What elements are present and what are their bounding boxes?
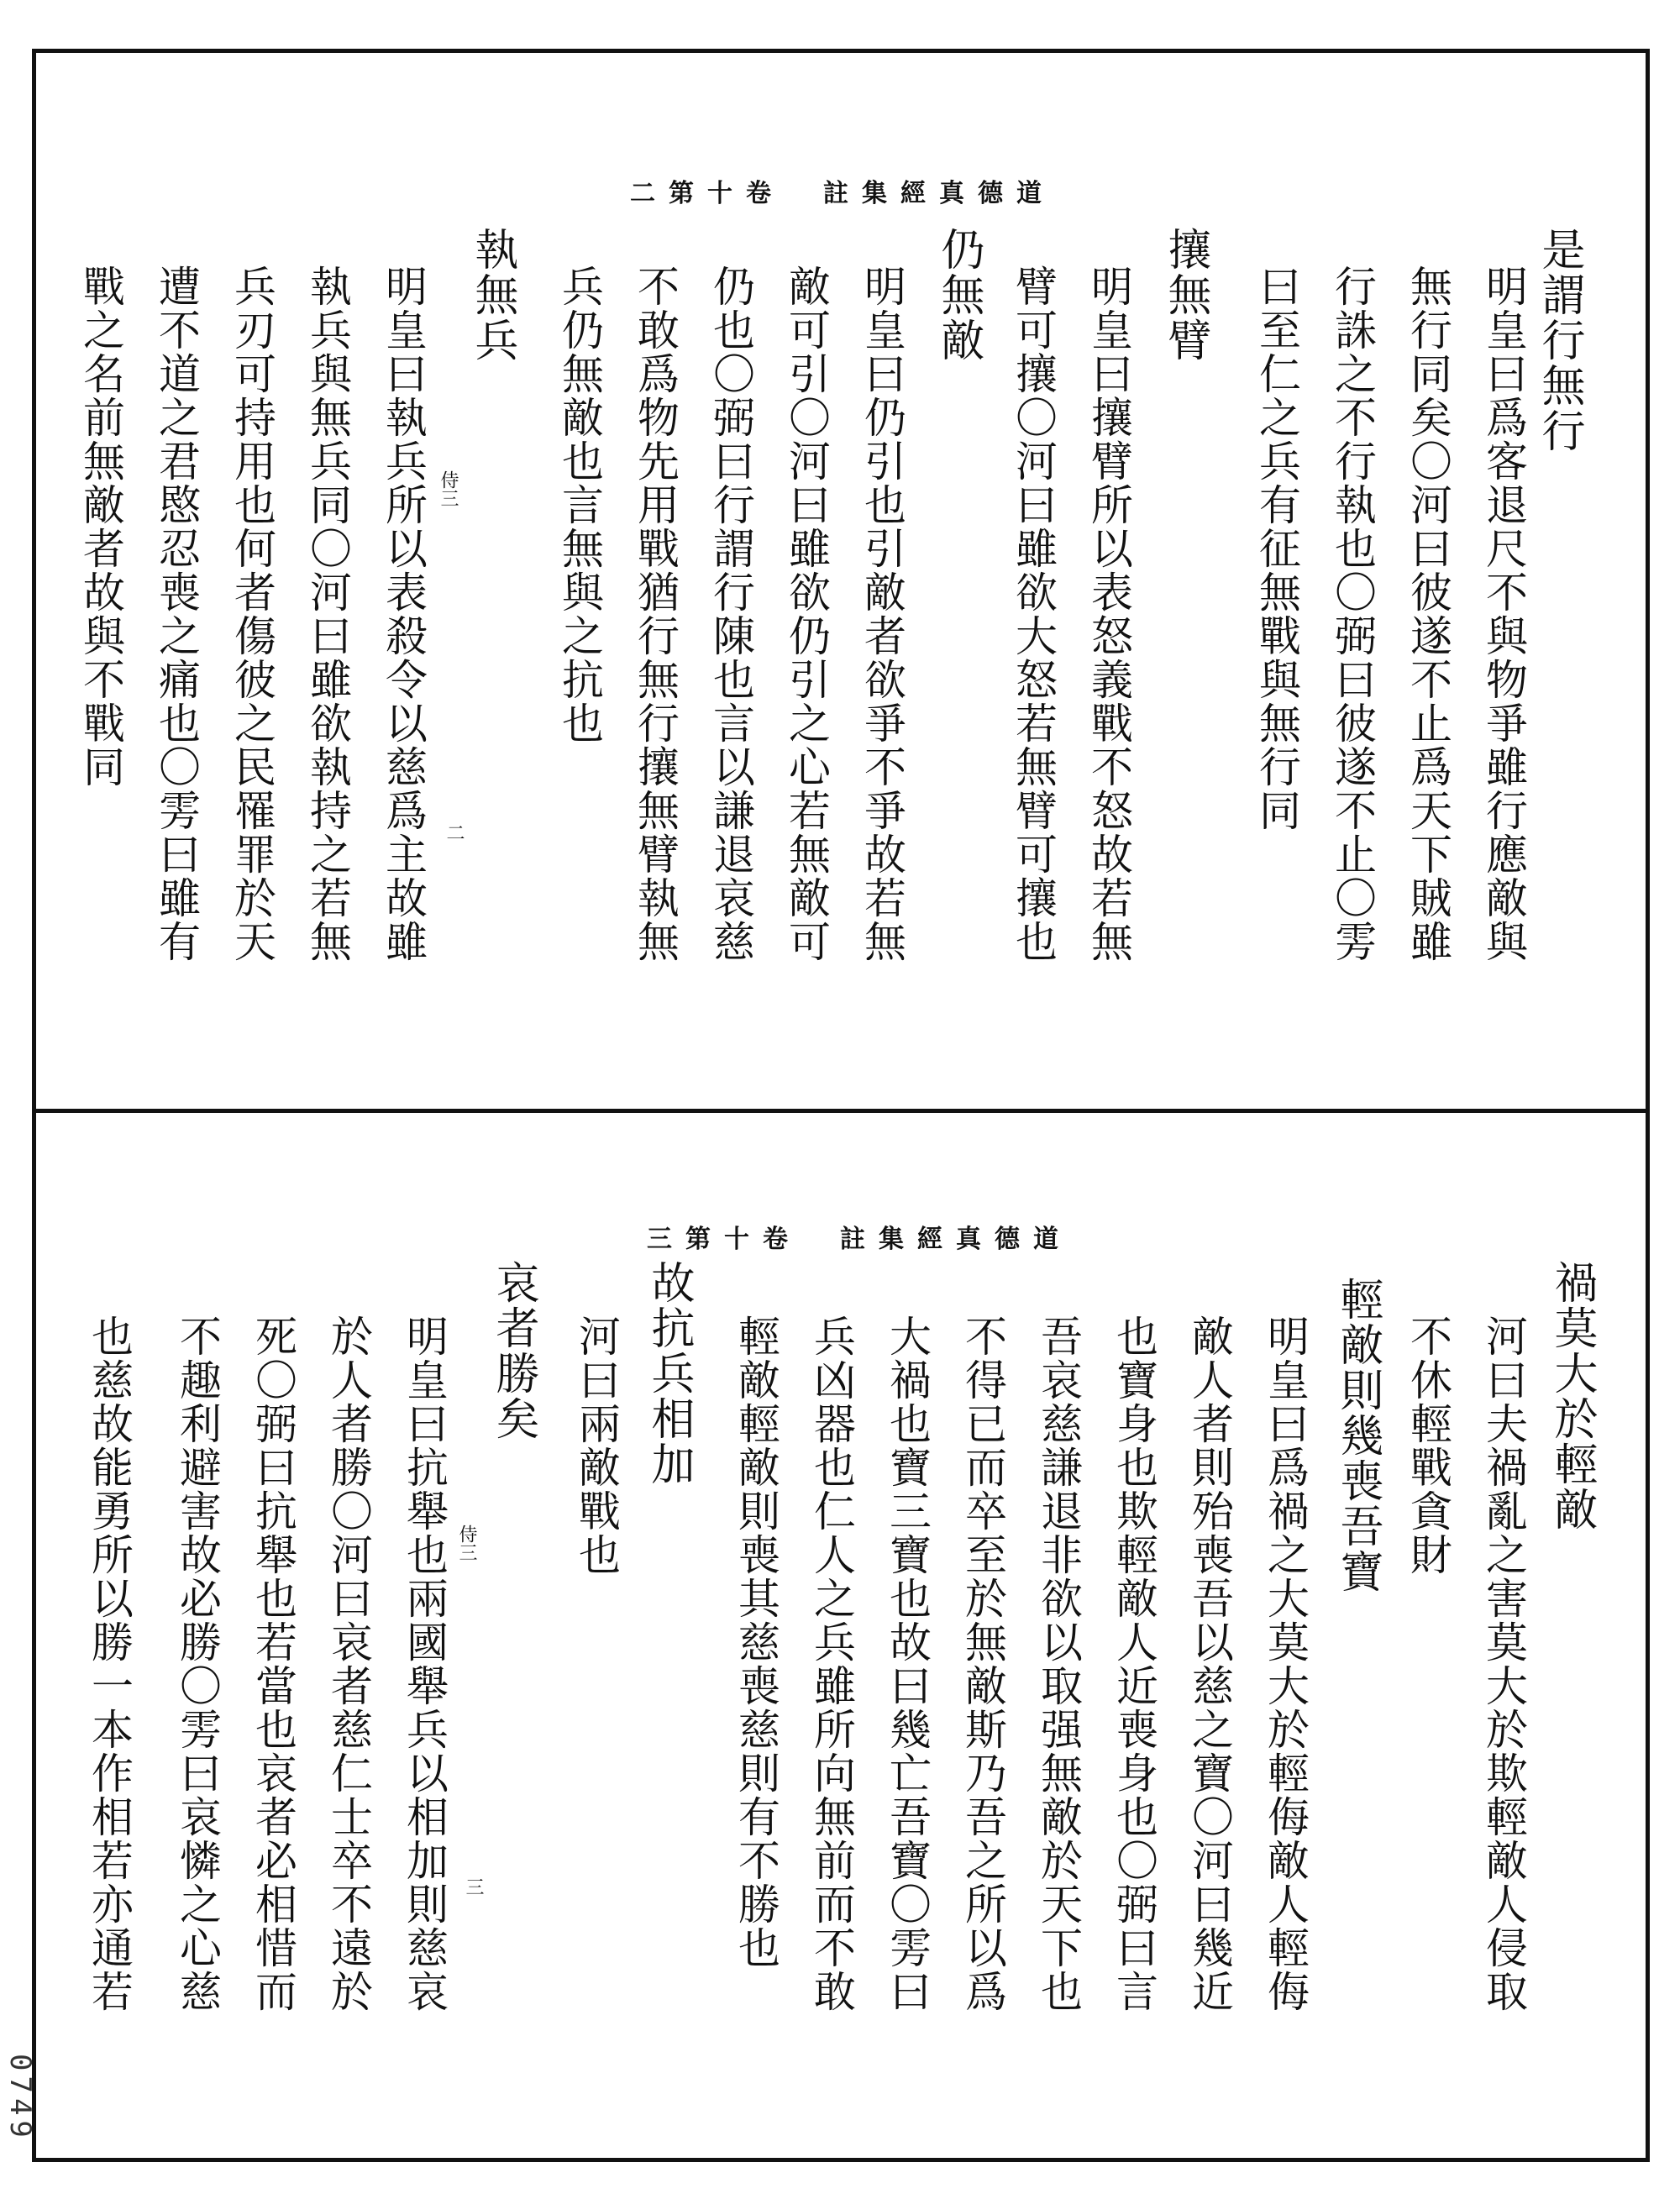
top-col-5: 曰至仁之兵有征無戰與無行同 bbox=[1252, 265, 1301, 832]
top-col-19: 遭不道之君愍忍喪之痛也〇雱曰雖有 bbox=[152, 265, 201, 963]
bottom-col-10: 大禍也寶三寶也故曰幾亡吾寶〇雱曰 bbox=[883, 1315, 932, 2013]
bottom-col-1: 禍莫大於輕敵 bbox=[1546, 1260, 1597, 1532]
bottom-col-8: 吾哀慈謙退非欲以取强無敵於天下也 bbox=[1034, 1315, 1083, 2013]
bottom-col-18: 死〇弼曰抗舉也若當也哀者必相惜而 bbox=[249, 1315, 297, 2013]
top-col-4: 行誅之不行執也〇弼曰彼遂不止〇雱 bbox=[1328, 265, 1377, 963]
bottom-header: 三第十卷 註集經真德道 bbox=[647, 1225, 1072, 1254]
top-col-3: 無行同矣〇河曰彼遂不止爲天下賊雖 bbox=[1404, 265, 1452, 963]
top-col-7: 明皇曰攘臂所以表怒義戰不怒故若無 bbox=[1084, 265, 1133, 963]
bottom-col-12: 輕敵輕敵則喪其慈喪慈則有不勝也 bbox=[732, 1315, 780, 1970]
top-col-11: 敵可引〇河曰雖欲仍引之心若無敵可 bbox=[782, 265, 831, 963]
bottom-col-3: 不休輕戰貪財 bbox=[1404, 1315, 1452, 1577]
top-col-8: 臂可攘〇河曰雖欲大怒若無臂可攘也 bbox=[1009, 265, 1058, 963]
top-page-mark: 二 bbox=[444, 823, 465, 842]
bottom-col-14: 河曰兩敵戰也 bbox=[572, 1315, 621, 1577]
top-col-1: 是謂行無行 bbox=[1534, 227, 1584, 454]
bottom-col-2: 河曰夫禍亂之害莫大於欺輕敵人侵取 bbox=[1479, 1315, 1528, 2013]
bottom-col-9: 不得已而卒至於無敵斯乃吾之所以爲 bbox=[958, 1315, 1007, 2013]
top-col-6: 攘無臂 bbox=[1160, 227, 1210, 363]
bottom-col-20: 也慈故能勇所以勝一本作相若亦通若 bbox=[85, 1315, 134, 2013]
bottom-col-15: 哀者勝矣 bbox=[488, 1260, 538, 1441]
top-col-10: 明皇曰仍引也引敵者欲爭不爭故若無 bbox=[858, 265, 906, 963]
bottom-col-11: 兵凶器也仁人之兵雖所向無前而不敢 bbox=[807, 1315, 856, 2013]
bottom-col-13: 故抗兵相加 bbox=[643, 1260, 694, 1487]
top-header: 二第十卷 註集經真德道 bbox=[630, 179, 1055, 208]
bottom-col-6: 敵人者則殆喪吾以慈之寶〇河曰幾近 bbox=[1185, 1315, 1234, 2013]
bottom-marginal-note: 侍三 bbox=[456, 1525, 477, 1561]
top-col-12: 仍也〇弼曰行謂行陳也言以謙退哀慈 bbox=[706, 265, 755, 963]
bottom-col-17: 於人者勝〇河曰哀者慈仁士卒不遠於 bbox=[324, 1315, 373, 2013]
bottom-col-16: 明皇曰抗舉也兩國舉兵以相加則慈哀 bbox=[400, 1315, 449, 2013]
page-number: 0749 bbox=[3, 2054, 37, 2143]
top-col-13: 不敢爲物先用戰猶行無行攘無臂執無 bbox=[631, 265, 680, 963]
half-divider bbox=[32, 1109, 1650, 1113]
bottom-col-5: 明皇曰爲禍之大莫大於輕侮敵人輕侮 bbox=[1261, 1315, 1310, 2013]
top-col-9: 仍無敵 bbox=[933, 227, 984, 363]
top-col-15: 執無兵 bbox=[467, 227, 517, 363]
bottom-col-4: 輕敵則幾喪吾寶 bbox=[1332, 1277, 1383, 1594]
bottom-page-mark: 三 bbox=[463, 1877, 484, 1896]
top-col-20: 戰之名前無敵者故與不戰同 bbox=[76, 265, 125, 789]
bottom-col-19: 不趣利避害故必勝〇雱曰哀憐之心慈 bbox=[173, 1315, 222, 2013]
top-col-17: 執兵與無兵同〇河曰雖欲執持之若無 bbox=[303, 265, 352, 963]
top-marginal-note: 侍三 bbox=[438, 470, 459, 507]
top-col-2: 明皇曰爲客退尺不與物爭雖行應敵與 bbox=[1479, 265, 1528, 963]
top-col-16: 明皇曰執兵所以表殺令以慈爲主故雖 bbox=[379, 265, 428, 963]
top-col-18: 兵刃可持用也何者傷彼之民罹罪於天 bbox=[228, 265, 276, 963]
bottom-col-7: 也寶身也欺輕敵人近喪身也〇弼曰言 bbox=[1110, 1315, 1158, 2013]
top-col-14: 兵仍無敵也言無與之抗也 bbox=[555, 265, 604, 745]
